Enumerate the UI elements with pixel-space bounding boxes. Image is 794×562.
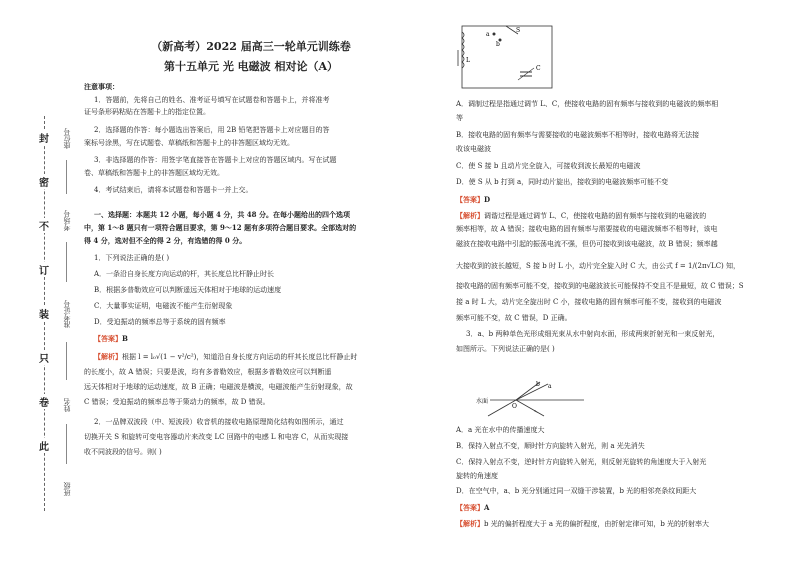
seal-char: 只 [36,350,52,365]
lc-circuit-figure [456,20,566,94]
question-1-analysis: 的长度小，故 A 错误；只要是波，均有多普勒效应，根据多普勒效应可以判断遥 [84,368,332,376]
field-class: 班级 [63,482,71,496]
circuit-label: b [496,41,500,48]
unit-title: 第十五单元 光 电磁波 相对论（A） [163,60,339,73]
analysis-tag: 【解析】 [456,211,484,220]
question-1-option: D．受迫振动的频率总等于系统的固有频率 [94,318,226,326]
answer-value: D [484,195,491,204]
question-2-analysis: 磁波在接收电路中引起的振荡电流不强，但仍可接收到该电磁波，故 B 错误；频率越 [456,240,718,248]
notes-line: 证号条形码粘贴在答题卡上的指定位置。 [84,108,210,116]
answer-value: B [122,334,128,343]
question-1-option: C．大量事实证明，电磁波不能产生衍射现象 [94,302,233,310]
question-1-stem: 1．下列说法正确的是( ) [94,254,170,262]
question-3-option: C．保持入射点不变，逆时针方向旋转入射光，则反射光旋转的角速度大于入射光 [456,458,707,466]
field-line [66,424,67,464]
question-1-analysis: 远天体相对于地球的运动速度，故 B 正确；电磁波是横波，电磁波能产生衍射现象，故 [84,383,353,391]
analysis-text: b 光的偏折程度大于 a 光的偏折程度，由折射定律可知，b 光的折射率大 [484,520,710,528]
question-2-option: C．使 S 接 b 且动片完全旋入，可接收到波长最短的电磁波 [456,162,641,170]
question-2-option: 收该电磁波 [456,145,491,153]
notes-line: 4．考试结束后，请将本试题卷和答题卡一并上交。 [94,186,253,194]
question-3-option: D．在空气中，a、b 光分别通过同一双缝干涉装置，b 光的相邻亮条纹间距大 [456,487,697,495]
section-instructions: 一、选择题：本题共 12 小题，每小题 4 分，共 48 分。在每小题给出的四个选项 [94,210,350,219]
question-2-analysis: 频率可能不变，故 C 错误，D 正确。 [456,314,572,322]
question-1-analysis: C 错误；受迫振动的频率总等于策动力的频率，故 D 错误。 [84,398,270,406]
field-seat-number: 座位号 [63,128,71,149]
binding-sidebar [0,0,84,562]
analysis-tag: 【解析】 [94,352,122,361]
analysis-text: 调谐过程是通过调节 L、C，使接收电路的固有频率与接收到的电磁波的 [484,212,707,220]
question-1-option: A．一条沿自身长度方向运动的杆，其长度总比杆静止时长 [94,270,275,278]
notes-line: 3．非选择题的作答：用签字笔直接答在答题卡上对应的答题区域内。写在试题 [94,156,337,164]
question-2-analysis: 接收电路的固有频率可能不变，接收到的电磁波波长可能保持不变且不是最短，故 C 错误；S [456,282,744,290]
notes-line: 2．选择题的作答：每小题选出答案后，用 2B 铅笔把答题卡上对应题目的答 [94,126,330,134]
notes-heading: 注意事项： [84,82,119,91]
figure-label: 水面 [476,398,489,405]
question-3-option: B．保持入射点不变，顺时针方向旋转入射光，则 a 光先消失 [456,442,645,450]
question-2-option: A．调制过程是指通过调节 L、C，使接收电路的固有频率与接收到的电磁波的频率相 [456,100,719,108]
seal-char: 订 [36,262,52,277]
field-name: 姓名 [63,398,71,412]
circuit-label: C [536,65,541,72]
question-3-option: 旋转的角速度 [456,472,498,480]
figure-label: a [548,383,552,390]
answer-tag: 【答案】 [456,503,484,512]
question-2-stem: 切换开关 S 和旋转可变电容器动片来改变 LC 回路中的电感 L 和电容 C，从而实现接 [84,433,349,441]
question-1-analysis [94,352,357,362]
section-instructions: 中，第 1～8 题只有一项符合题目要求，第 9～12 题有多项符合题目要求。全部选对的 [84,223,357,232]
field-admission-number: 准考证号 [63,300,71,328]
analysis-text: 根据 l = l₀√(1 − v²/c²)，知道沿自身长度方向运动的杆其长度总比杆静止时 [122,353,358,361]
field-exam-room: 考场号 [63,210,71,231]
seal-char: 封 [36,130,52,145]
notes-line: 卷、草稿纸和答题卡上的非答题区域均无效。 [84,169,224,177]
question-3-analysis [456,519,709,529]
answer-tag: 【答案】 [456,195,484,204]
seal-char: 此 [36,438,52,453]
section-instructions: 得 4 分，选对但不全的得 2 分，有选错的得 0 分。 [84,236,247,245]
figure-label: b [536,381,540,388]
field-line [66,342,67,380]
figure-label: O [512,403,517,410]
question-1-option: B．根据多普勒效应可以判断遥远天体相对于地球的运动速度 [94,286,282,294]
notes-line: 案标号涂黑，写在试题卷、草稿纸和答题卡上的非答题区域均无效。 [84,139,294,147]
question-3-answer [456,503,489,513]
circuit-label: L [466,57,470,64]
question-2-option: D．使 S 从 b 打到 a，同时动片旋出，接收到的电磁波频率可能不变 [456,178,669,186]
answer-value: A [484,503,490,512]
question-1-answer [94,334,128,344]
exam-title: （新高考）2022 届高三一轮单元训练卷 [151,40,351,53]
question-2-analysis: 接 a 时 L 大，动片完全旋出时 C 小，接收电路的固有频率可能不变，接收到的电磁波 [456,298,722,306]
question-2-analysis [456,211,706,221]
question-2-analysis: 频率相等，故 A 错误；接收电路的固有频率与需要接收的电磁波频率不相等时，该电 [456,225,718,233]
field-line [66,242,67,282]
seal-char: 装 [36,306,52,321]
circuit-label: a [486,31,490,38]
question-2-answer [456,195,490,205]
seal-char: 密 [36,174,52,189]
question-2-stem: 收不同波段的信号。则( ) [84,448,162,456]
seal-char: 卷 [36,394,52,409]
notes-line: 1．答题前，先将自己的姓名、准考证号填写在试题卷和答题卡上，并将准考 [94,96,330,104]
circuit-label: S [516,27,521,34]
question-3-stem: 如图所示。下列说法正确的是( ) [456,345,555,353]
question-2-option: B．接收电路的固有频率与需要接收的电磁波频率不相等时，接收电路将无法接 [456,131,700,139]
question-2-option: 等 [456,114,463,122]
field-line [66,160,67,194]
question-3-stem: 3．a、b 两种单色光形成细光束从水中射向水面，形成两束折射光和一束反射光， [466,330,720,338]
question-2-stem: 2．一品牌双波段（中、短波段）收音机的接收电路原理简化结构如图所示，通过 [94,418,344,426]
analysis-tag: 【解析】 [456,519,484,528]
seal-char: 不 [36,218,52,233]
question-2-analysis: 大接收到的波长越短，S 接 b 时 L 小，动片完全旋入时 C 大，由公式 f = 1/(2π√LC) 知， [456,262,741,270]
refraction-figure [476,380,586,420]
question-3-option: A．a 光在水中的传播速度大 [456,426,545,434]
answer-tag: 【答案】 [94,334,122,343]
